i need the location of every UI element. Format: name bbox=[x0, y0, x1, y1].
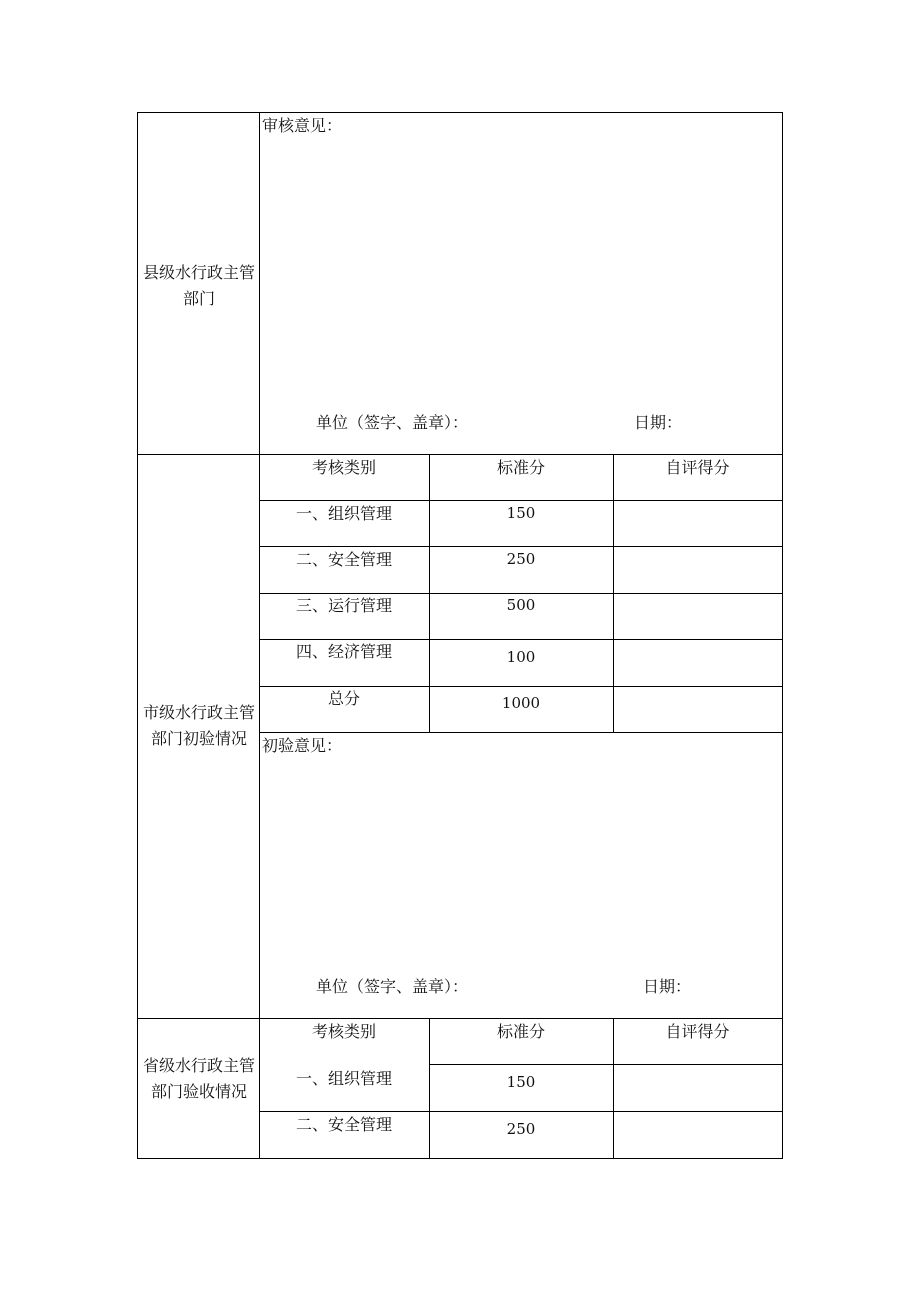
county-section-label: 县级水行政主管部门 bbox=[142, 263, 255, 308]
city-self-score-input-4[interactable] bbox=[614, 640, 782, 686]
city-self-score-input-total[interactable] bbox=[614, 687, 782, 732]
province-self-score-input-1[interactable] bbox=[614, 1065, 782, 1111]
table-row-standard: 150 bbox=[506, 504, 536, 522]
city-signature-label: 单位（签字、盖章）： bbox=[316, 977, 469, 996]
city-opinion-field[interactable] bbox=[262, 760, 780, 970]
table-row-category: 二、安全管理 bbox=[295, 550, 392, 569]
city-header-category: 考核类别 bbox=[311, 458, 376, 477]
province-self-score-input-2[interactable] bbox=[614, 1112, 782, 1158]
city-date-label: 日期： bbox=[643, 977, 692, 996]
table-row-category: 二、安全管理 bbox=[295, 1115, 392, 1134]
table-row-standard: 1000 bbox=[501, 694, 541, 712]
city-section-label: 市级水行政主管部门初验情况 bbox=[142, 703, 255, 748]
city-self-score-input-3[interactable] bbox=[614, 594, 782, 639]
table-row-standard: 100 bbox=[506, 648, 536, 666]
province-section-label: 省级水行政主管部门验收情况 bbox=[142, 1056, 255, 1101]
county-opinion-label: 审核意见： bbox=[262, 116, 343, 135]
table-row-category: 四、经济管理 bbox=[295, 642, 392, 661]
province-header-standard: 标准分 bbox=[496, 1022, 545, 1041]
table-row-standard: 500 bbox=[506, 596, 536, 614]
table-row-standard: 250 bbox=[506, 550, 536, 568]
table-row-category: 一、组织管理 bbox=[295, 1069, 392, 1088]
city-header-self: 自评得分 bbox=[665, 458, 730, 477]
city-opinion-label: 初验意见： bbox=[262, 736, 343, 755]
table-row-category: 三、运行管理 bbox=[295, 596, 392, 615]
county-date-label: 日期： bbox=[634, 413, 683, 432]
city-self-score-input-1[interactable] bbox=[614, 501, 782, 546]
province-header-self: 自评得分 bbox=[665, 1022, 730, 1041]
table-row-category: 一、组织管理 bbox=[295, 504, 392, 523]
county-opinion-field[interactable] bbox=[262, 140, 780, 405]
county-signature-label: 单位（签字、盖章）： bbox=[316, 413, 469, 432]
table-row-standard: 150 bbox=[506, 1073, 536, 1091]
city-self-score-input-2[interactable] bbox=[614, 547, 782, 593]
table-row-standard: 250 bbox=[506, 1120, 536, 1138]
table-row-category: 总分 bbox=[327, 689, 360, 708]
city-header-standard: 标准分 bbox=[496, 458, 545, 477]
province-header-category: 考核类别 bbox=[311, 1022, 376, 1041]
